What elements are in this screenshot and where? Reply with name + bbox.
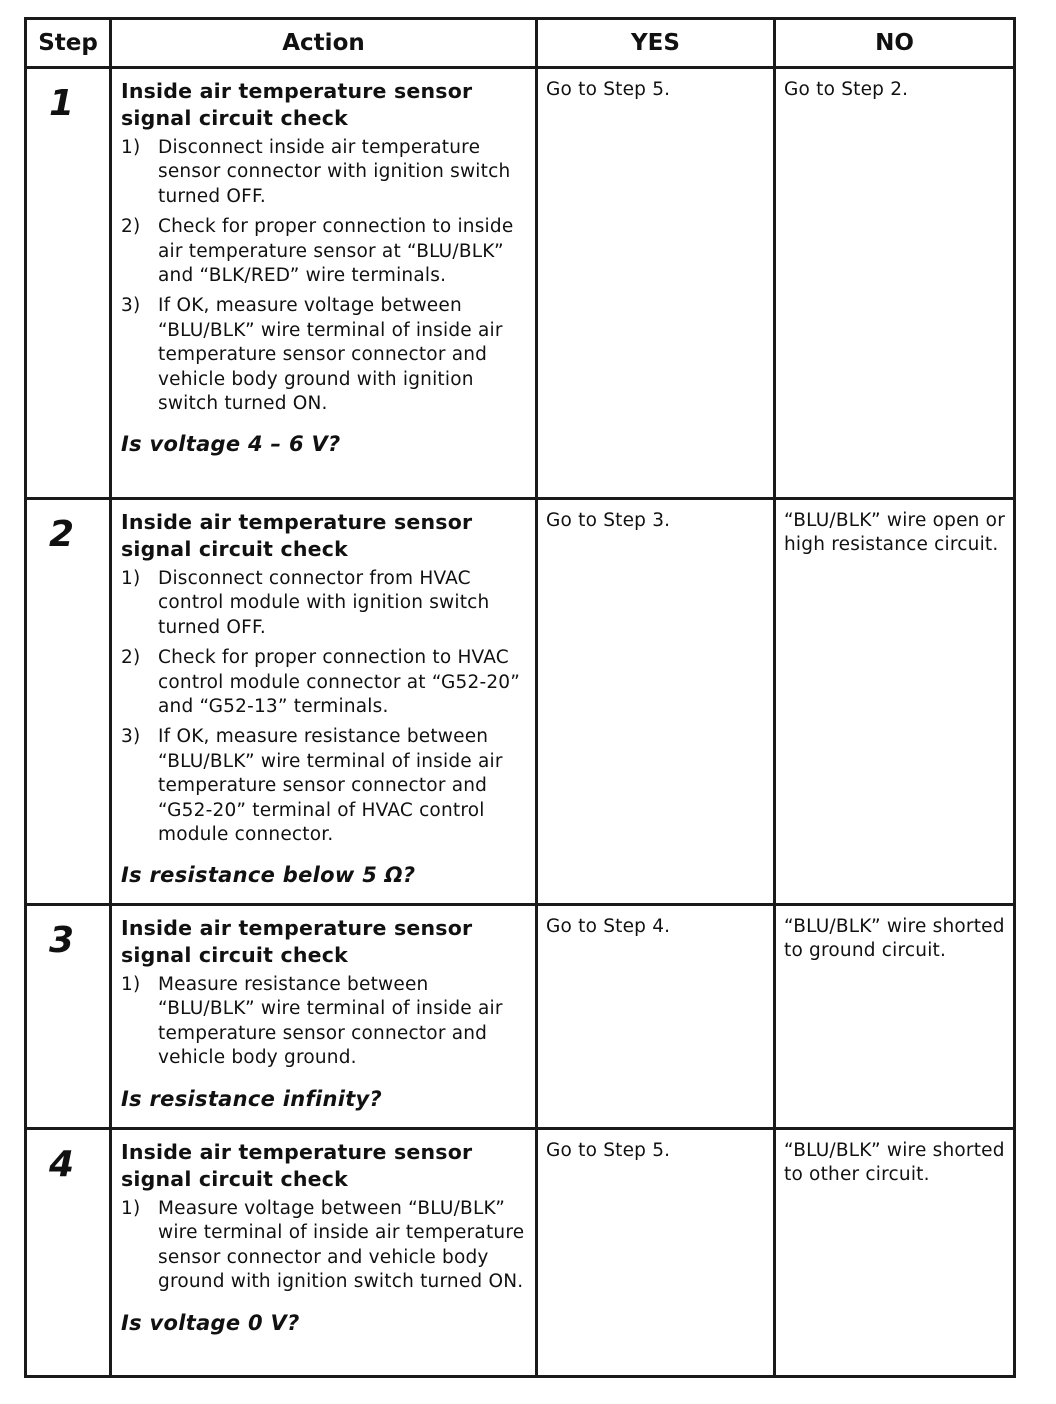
substep-list	[121, 136, 527, 416]
substep-list	[121, 567, 527, 847]
yes-result: Go to Step 5.	[537, 1129, 775, 1377]
action-title: Inside air temperature sensor signal circuit check	[121, 510, 473, 561]
table-row	[26, 905, 1015, 1129]
step-number: 4	[26, 1129, 111, 1377]
table-row	[26, 499, 1015, 905]
header-step: Step	[26, 19, 111, 68]
yes-result: Go to Step 4.	[537, 905, 775, 1129]
substep: 1) Disconnect inside air temperature sensor connector with ignition switch turned OFF.	[121, 137, 511, 207]
substep: 1) Disconnect connector from HVAC control module with ignition switch turned OFF.	[121, 568, 490, 638]
no-result: “BLU/BLK” wire shorted to other circuit.	[775, 1129, 1015, 1377]
action-cell	[111, 1129, 537, 1377]
substep: 1) Measure resistance between “BLU/BLK” wire terminal of inside air temperature sensor connector and vehicle body ground.	[121, 974, 503, 1069]
substep: 3) If OK, measure voltage between “BLU/BLK” wire terminal of inside air temperature sensor connector and vehicle body ground with ignition switch turned ON.	[121, 295, 503, 415]
no-result: “BLU/BLK” wire open or high resistance circuit.	[775, 499, 1015, 905]
substep: 3) If OK, measure resistance between “BLU/BLK” wire terminal of inside air temperature sensor connector and “G52-20” terminal of HVAC control module connector.	[121, 726, 503, 846]
action-cell	[111, 499, 537, 905]
yes-result: Go to Step 3.	[537, 499, 775, 905]
substep: 2) Check for proper connection to inside air temperature sensor at “BLU/BLK” and “BLK/RED” wire terminals.	[121, 216, 514, 287]
action-title: Inside air temperature sensor signal circuit check	[121, 1140, 473, 1191]
substep-list	[121, 1197, 527, 1295]
check-question: Is voltage 0 V?	[121, 1310, 300, 1335]
yes-result: Go to Step 5.	[537, 68, 775, 499]
substep: 1) Measure voltage between “BLU/BLK” wire terminal of inside air temperature sensor connector and vehicle body ground with ignition switch turned ON.	[121, 1198, 525, 1293]
check-question: Is resistance infinity?	[121, 1086, 383, 1111]
no-result: “BLU/BLK” wire shorted to ground circuit.	[775, 905, 1015, 1129]
step-number: 1	[26, 68, 111, 499]
header-action: Action	[111, 19, 537, 68]
substep: 2) Check for proper connection to HVAC control module connector at “G52-20” and “G52-13” terminals.	[121, 647, 521, 718]
action-title: Inside air temperature sensor signal circuit check	[121, 79, 473, 130]
substep-list	[121, 973, 527, 1071]
action-title: Inside air temperature sensor signal circuit check	[121, 916, 473, 967]
diagnostic-flow-table	[24, 17, 1016, 1378]
no-result: Go to Step 2.	[775, 68, 1015, 499]
table-row	[26, 68, 1015, 499]
action-cell	[111, 68, 537, 499]
header-no: NO	[775, 19, 1015, 68]
header-yes: YES	[537, 19, 775, 68]
table-header-row	[26, 19, 1015, 68]
check-question: Is voltage 4 – 6 V?	[121, 432, 341, 457]
action-cell	[111, 905, 537, 1129]
step-number: 2	[26, 499, 111, 905]
check-question: Is resistance below 5 Ω?	[121, 863, 416, 888]
step-number: 3	[26, 905, 111, 1129]
table-row	[26, 1129, 1015, 1377]
